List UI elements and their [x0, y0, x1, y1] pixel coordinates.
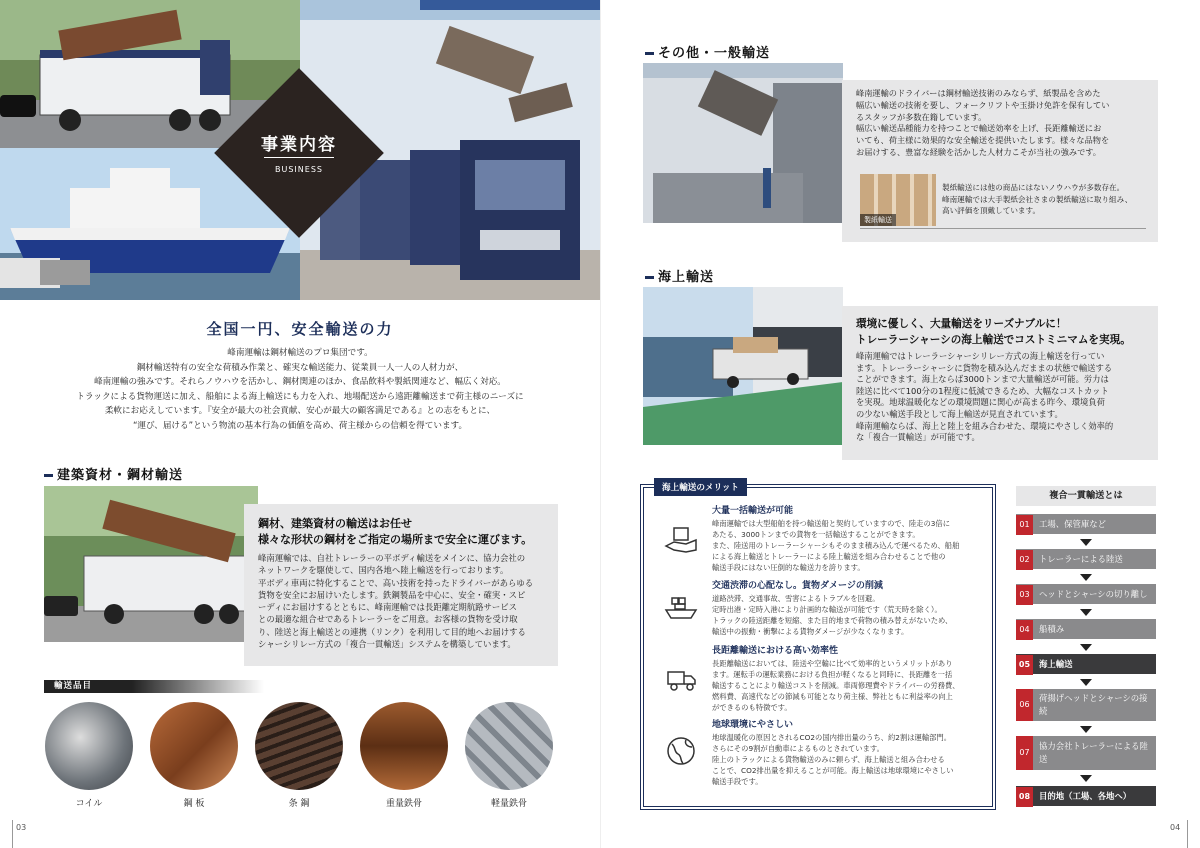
general-photo: [643, 63, 843, 223]
flow-arrow-icon: [1080, 609, 1092, 616]
item-plate-image: [150, 702, 238, 790]
flow-step: 03 ヘッドとシャーシの切り離し: [1016, 584, 1156, 604]
page-divider: [600, 0, 601, 848]
business-diamond: [216, 70, 382, 236]
steel-heading: 建築資材・鋼材輸送: [44, 464, 183, 483]
general-heading: その他・一般輸送: [645, 42, 770, 61]
flow-step: 08 目的地（工場、各地へ）: [1016, 786, 1156, 806]
item-bar-image: [255, 702, 343, 790]
flow-step: 02 トレーラーによる陸送: [1016, 549, 1156, 569]
page-edge-line: [12, 820, 13, 848]
flow-arrow-icon: [1080, 726, 1092, 733]
business-title: 事業内容: [261, 135, 337, 155]
flow-heading: 複合一貫輸送とは: [1016, 486, 1156, 506]
flow-step: 07 協力会社トレーラーによる陸送: [1016, 736, 1156, 770]
flow-arrow-icon: [1080, 679, 1092, 686]
item-heavy-steel-image: [360, 702, 448, 790]
flow-arrow-icon: [1080, 775, 1092, 782]
flow-arrow-icon: [1080, 644, 1092, 651]
item-label: 条 鋼: [288, 799, 310, 809]
merit-icon-earth: [664, 734, 698, 768]
flow-step: 04 船積み: [1016, 619, 1156, 639]
flow-step: 05 海上輸送: [1016, 654, 1156, 674]
steel-photo: [44, 486, 258, 642]
item-coil-image: [45, 702, 133, 790]
sea-photo: [643, 287, 843, 445]
intro-heading: 全国一円、安全輸送の力: [206, 320, 394, 338]
flow-arrow-icon: [1080, 539, 1092, 546]
items-heading: 輸送品目: [54, 681, 93, 691]
merit-heading: 海上輸送のメリット: [654, 478, 747, 496]
merit-icon-ship: [664, 590, 698, 624]
sea-heading: 海上輸送: [645, 266, 714, 285]
steel-card: 鋼材、建築資材の輸送はお任せ 様々な形状の鋼材をご指定の場所まで安全に運びます。 峰南運輸では、自社トレーラーの平ボディ輸送をメインに、協力会社の ネットワークを駆使して、国内各地へ陸上輸送を行っております。 平ボディ車両に特化することで、高い技術を持ったドライバーがあらゆる 貨物を安全にお届けいたします。鉄鋼製品を中心に、安全・確実・スピ ーディにお届けするとともに、峰南運輸では長距離定期航路サービス との最適な組合せであるトレーラーをご用意。お客様の貨物を受け取 り、陸送と海上輸送との連携（リンク）を利用して目的地へお届けする シャーシリレー方式の「複合一貫輸送」システムを構築しています。: [244, 504, 558, 666]
page-number-left: 03: [16, 823, 27, 832]
item-label: 重量鉄骨: [385, 799, 422, 809]
paper-photo: [860, 174, 936, 226]
paper-label: 製紙輸送: [860, 214, 896, 226]
items-heading-bar: [44, 680, 264, 693]
page-number-right: 04: [1170, 823, 1181, 832]
flow-step: 06 荷揚げヘッドとシャーシの接続: [1016, 689, 1156, 721]
item-label: 軽量鉄骨: [490, 799, 527, 809]
flow-step: 01 工場、保管庫など: [1016, 514, 1156, 534]
item-label: コイル: [75, 799, 103, 809]
merit-icon-truck: [664, 662, 698, 696]
general-card: 峰南運輸のドライバーは鋼材輸送技術のみならず、紙製品を含めた 幅広い輸送の技術を要し、フォークリフトや玉掛け免許を保有してい るスタッフが多数在籍しています。 幅広い輸送品種能力を持つことで輸送効率を上げ、長距離輸送にお いても、荷主様に効果的な安全輸送を提供いたします。様々な品物を お届けする、豊富な経験を活かした人材力こそが当社の強みです。 製紙輸送 製紙輸送には他の商品にはないノウハウが多数存在。 峰南運輸では大手製紙会社さまの製紙輸送に取り組み、 高い評価を頂戴しています。: [842, 80, 1158, 242]
flow-arrow-icon: [1080, 574, 1092, 581]
business-subtitle: BUSINESS: [275, 165, 323, 174]
merit-icon-boxes: [664, 522, 698, 556]
item-label: 鋼 板: [183, 799, 205, 809]
sea-card: 環境に優しく、大量輸送をリーズナブルに！ トレーラーシャーシの海上輸送でコストミニマムを実現。 峰南運輸ではトレーラーシャーシリレー方式の海上輸送を行ってい ます。トレーラーシャーシに貨物を積み込んだままの状態で輸送する ことができます。海上ならば3000トンまで大量輸送が可能。労力は 陸送に比べて100分の1程度に低減できるため、大幅なコストカット を実現。地球温暖化などの環境問題に関心が高まる昨今、環境負荷 の少ない輸送手段として海上輸送が見直されています。 峰南運輸ならば、海上と陸上を組み合わせた、環境にやさしく効率的 な「複合一貫輸送」が可能です。: [842, 306, 1158, 460]
page-edge-line: [1187, 820, 1188, 848]
item-light-steel-image: [465, 702, 553, 790]
intro-text: 峰南運輸は鋼材輸送のプロ集団です。 鋼材輸送特有の安全な荷積み作業と、確実な輸送能力、従業員一人一人の人材力が、 峰南運輸の強みです。それらノウハウを活かし、鋼材関連のほか、食品飲料や製紙関連など、幅広く対応。 トラックによる貨物運送に加え、船舶による海上輸送にも力を入れ、地場配送から遠距離輸送まで荷主様のニーズに 柔軟にお応えしています。『安全が最大の社会貢献、安心が最大の顧客満足である』との志をもとに、 “運び、届ける”という物流の基本行為の価値を高め、荷主様からの信頼を得ています。: [76, 348, 524, 431]
